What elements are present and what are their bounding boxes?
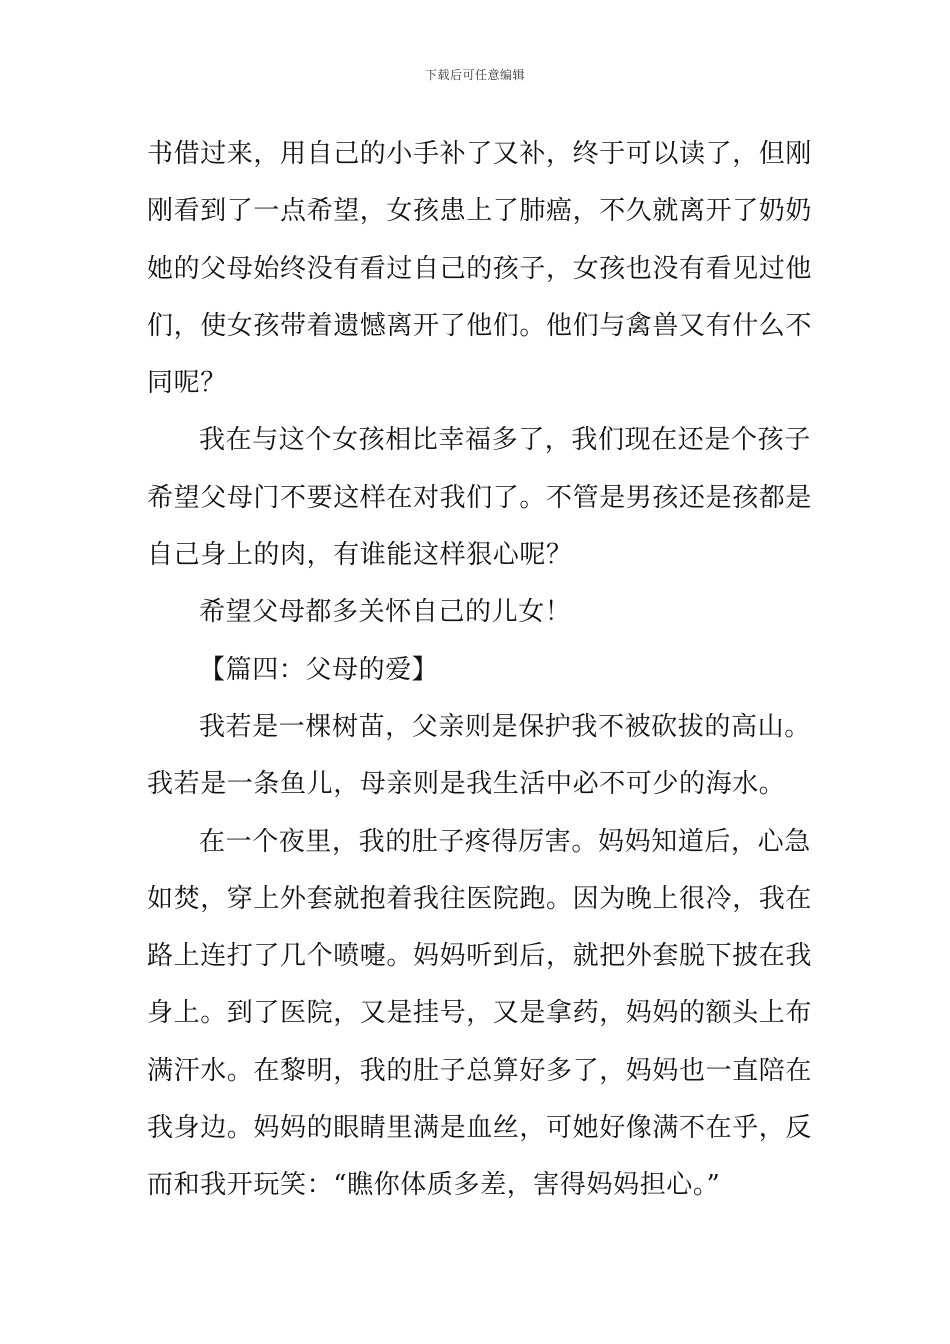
text-line: 希望父母都多关怀自己的儿女！ [199, 597, 572, 628]
text-line: 我若是一条鱼儿，母亲则是我生活中必不可少的海水。 [147, 769, 786, 800]
text-line: 身上。到了医院，又是挂号，又是拿药，妈妈的额头上布 [147, 998, 813, 1029]
text-line: 自己身上的肉，有谁能这样狠心呢？ [147, 540, 573, 571]
text-line: 她的父母始终没有看过自己的孩子，女孩也没有看见过他 [147, 253, 813, 284]
text-line: 如焚，穿上外套就抱着我往医院跑。因为晚上很冷，我在 [147, 883, 813, 914]
section-heading: 【篇四：父母的爱】 [199, 654, 439, 685]
text-line: 我身边。妈妈的眼睛里满是血丝，可她好像满不在乎，反 [147, 1113, 813, 1144]
text-line: 我在与这个女孩相比幸福多了，我们现在还是个孩子 [199, 425, 811, 456]
text-line: 们，使女孩带着遗憾离开了他们。他们与禽兽又有什么不 [147, 310, 813, 341]
header-note: 下载后可任意编辑 [424, 68, 525, 82]
text-line: 希望父母门不要这样在对我们了。不管是男孩还是孩都是 [147, 482, 813, 513]
text-line: 路上连打了几个喷嚏。妈妈听到后，就把外套脱下披在我 [147, 941, 813, 972]
text-line: 刚看到了一点希望，女孩患上了肺癌，不久就离开了奶奶 [147, 196, 813, 227]
body-text [147, 126, 813, 1215]
text-line: 书借过来，用自己的小手补了又补，终于可以读了，但刚 [147, 139, 813, 169]
text-line: 而和我开玩笑：“瞧你体质多差，害得妈妈担心。” [147, 1170, 721, 1201]
text-line: 满汗水。在黎明，我的肚子总算好多了，妈妈也一直陪在 [147, 1055, 813, 1086]
text-line: 在一个夜里，我的肚子疼得厉害。妈妈知道后，心急 [199, 826, 811, 857]
text-line: 同呢？ [147, 368, 227, 399]
text-line: 我若是一棵树苗，父亲则是保护我不被砍拔的高山。 [199, 711, 811, 742]
